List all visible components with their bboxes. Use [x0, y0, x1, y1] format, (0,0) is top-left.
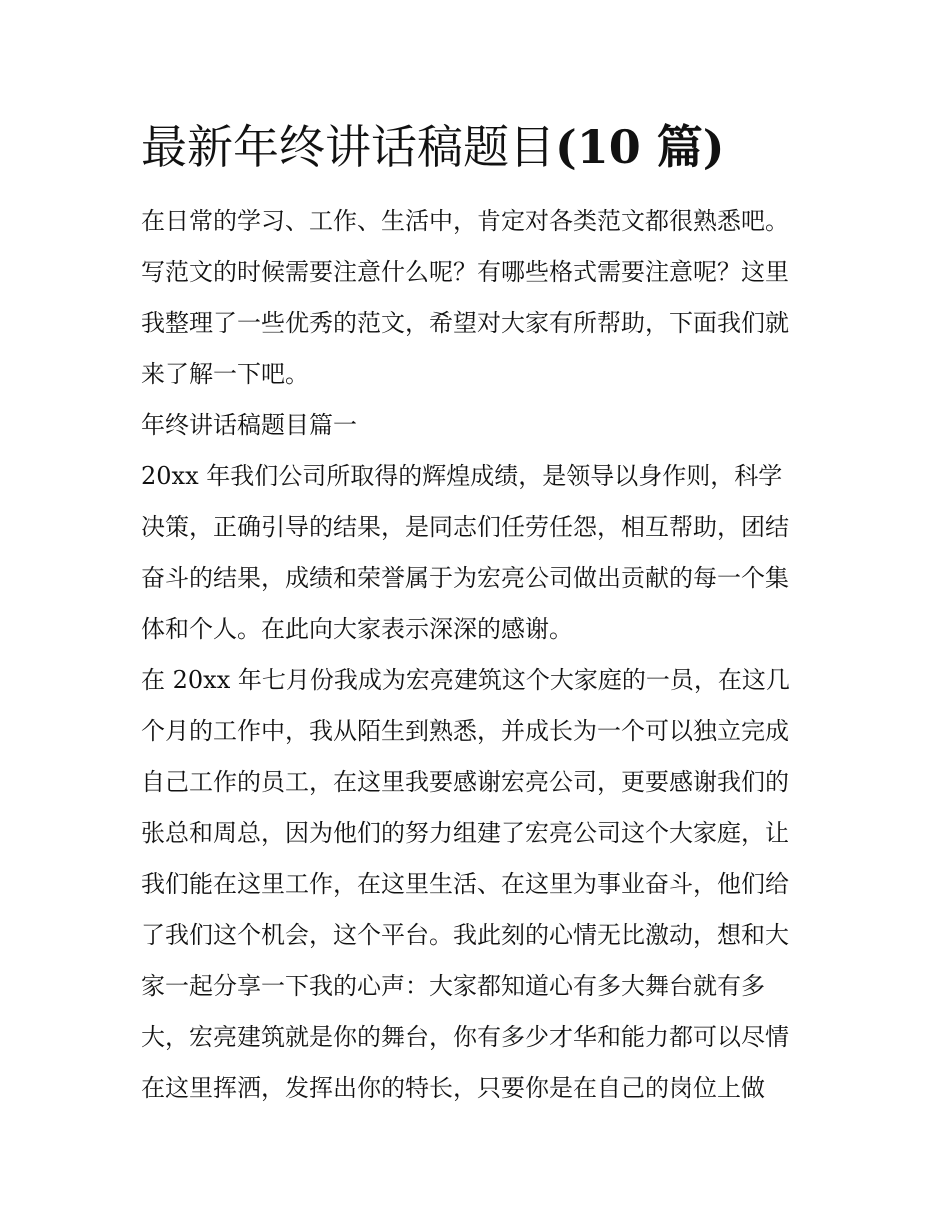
- body-line: 20xx 年我们公司所取得的辉煌成绩，是领导以身作则，科学: [141, 462, 783, 490]
- body-line: 个月的工作中，我从陌生到熟悉，并成长为一个可以独立完成: [141, 717, 789, 745]
- body-line: 我们能在这里工作，在这里生活、在这里为事业奋斗，他们给: [141, 870, 789, 898]
- body-line: 奋斗的结果，成绩和荣誉属于为宏亮公司做出贡献的每一个集: [141, 564, 789, 592]
- body-line: 写范文的时候需要注意什么呢？有哪些格式需要注意呢？这里: [141, 258, 789, 286]
- body-line: 来了解一下吧。: [141, 360, 309, 388]
- section-heading: 年终讲话稿题目篇一: [141, 411, 357, 439]
- body-line: 决策，正确引导的结果，是同志们任劳任怨，相互帮助，团结: [141, 513, 789, 541]
- body-line: 在这里挥洒，发挥出你的特长，只要你是在自己的岗位上做: [141, 1074, 765, 1102]
- body-line: 体和个人。在此向大家表示深深的感谢。: [141, 615, 573, 643]
- body-line: 在日常的学习、工作、生活中，肯定对各类范文都很熟悉吧。: [141, 207, 789, 235]
- body-line: 张总和周总，因为他们的努力组建了宏亮公司这个大家庭，让: [141, 819, 789, 847]
- title-count-text: (10 篇): [555, 120, 725, 174]
- body-line: 了我们这个机会，这个平台。我此刻的心情无比激动，想和大: [141, 921, 789, 949]
- document-title: [141, 116, 841, 178]
- body-line: 在 20xx 年七月份我成为宏亮建筑这个大家庭的一员，在这几: [141, 666, 790, 694]
- body-line: 我整理了一些优秀的范文，希望对大家有所帮助，下面我们就: [141, 309, 789, 337]
- body-line: 自己工作的员工，在这里我要感谢宏亮公司，更要感谢我们的: [141, 768, 789, 796]
- body-line: 家一起分享一下我的心声：大家都知道心有多大舞台就有多: [141, 972, 765, 1000]
- title-main-text: 最新年终讲话稿题目: [141, 120, 555, 174]
- body-line: 大，宏亮建筑就是你的舞台，你有多少才华和能力都可以尽情: [141, 1023, 789, 1051]
